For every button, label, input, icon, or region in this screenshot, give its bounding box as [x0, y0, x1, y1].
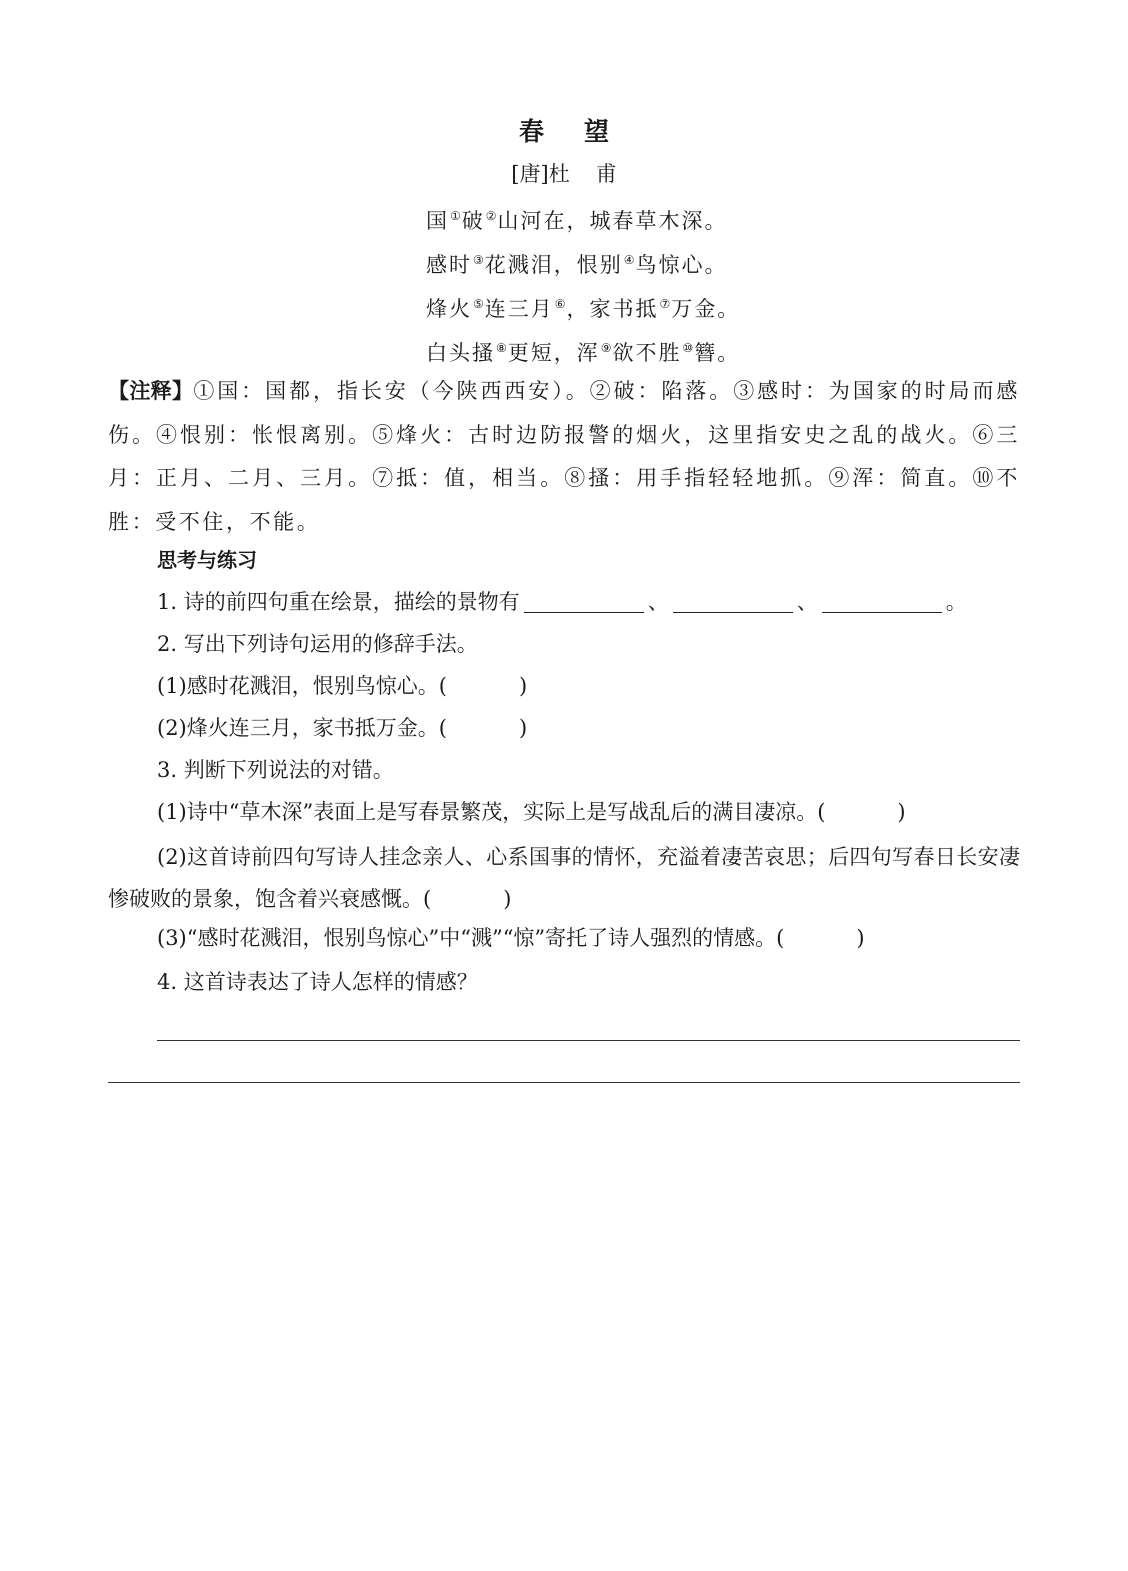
poem-line: 白头搔⑧更短，浑⑨欲不胜⑩簪。: [426, 341, 741, 365]
question-3-2: (2)这首诗前四句写诗人挂念亲人、心系国事的情怀，充溢着凄苦哀思；后四句写春日长安凄惨破败的景象，饱含着兴衰感慨。( ): [108, 845, 1020, 911]
poem-line: 感时③花溅泪，恨别④鸟惊心。: [426, 253, 728, 277]
poem-body: [426, 200, 740, 376]
question-3-3: (3)“感时花溅泪，恨别鸟惊心”中“溅”“惊”寄托了诗人强烈的情感。( ): [157, 926, 865, 950]
answer-line-1[interactable]: [157, 1040, 1020, 1041]
poem-line: 国①破②山河在，城春草木深。: [426, 209, 728, 233]
poem-author: 杜 甫: [548, 162, 617, 186]
poem-title: 春望: [518, 117, 649, 146]
annotations-text: ①国：国都，指长安（今陕西西安）。②破：陷落。③感时：为国家的时局而感伤。④恨别：怅恨离别。⑤烽火：古时边防报警的烟火，这里指安史之乱的战火。⑥三月：正月、二月、三月。⑦抵：值，相当。⑧搔：用手指轻轻地抓。⑨浑：简直。⑩不胜：受不住，不能。: [108, 379, 1021, 534]
question-2-2: (2)烽火连三月，家书抵万金。( ): [157, 716, 528, 740]
note-marker: ⑥: [554, 297, 566, 311]
note-marker: ②: [485, 209, 497, 223]
note-marker: ⑧: [496, 341, 507, 355]
exercises-heading: 思考与练习: [157, 548, 257, 572]
question-1: 1. 诗的前四句重在绘景，描绘的景物有 、 、 。: [157, 590, 967, 614]
note-marker: ①: [450, 209, 461, 223]
note-marker: ④: [623, 253, 635, 267]
answer-blank-1[interactable]: [524, 590, 644, 613]
poem-byline: [0, 158, 1128, 188]
note-marker: ③: [473, 253, 484, 267]
note-marker: ⑦: [659, 297, 671, 311]
question-3-1: (1)诗中“草木深”表面上是写春景繁茂，实际上是写战乱后的满目凄凉。( ): [157, 800, 906, 824]
note-marker: ⑨: [600, 341, 612, 355]
annotations: [108, 370, 1020, 544]
answer-blank-2[interactable]: [673, 590, 793, 613]
question-2: 2. 写出下列诗句运用的修辞手法。: [157, 632, 478, 656]
annotations-heading: 【注释】: [108, 379, 194, 403]
note-marker: ⑤: [473, 297, 484, 311]
question-2-1: (1)感时花溅泪，恨别鸟惊心。( ): [157, 674, 528, 698]
question-3: 3. 判断下列说法的对错。: [157, 758, 394, 782]
note-marker: ⑩: [682, 341, 694, 355]
poem-dynasty: [唐]: [511, 162, 549, 186]
poem-line: 烽火⑤连三月⑥，家书抵⑦万金。: [426, 297, 741, 321]
question-4: 4. 这首诗表达了诗人怎样的情感？: [157, 970, 478, 994]
answer-line-2[interactable]: [108, 1082, 1020, 1083]
answer-blank-3[interactable]: [822, 590, 942, 613]
